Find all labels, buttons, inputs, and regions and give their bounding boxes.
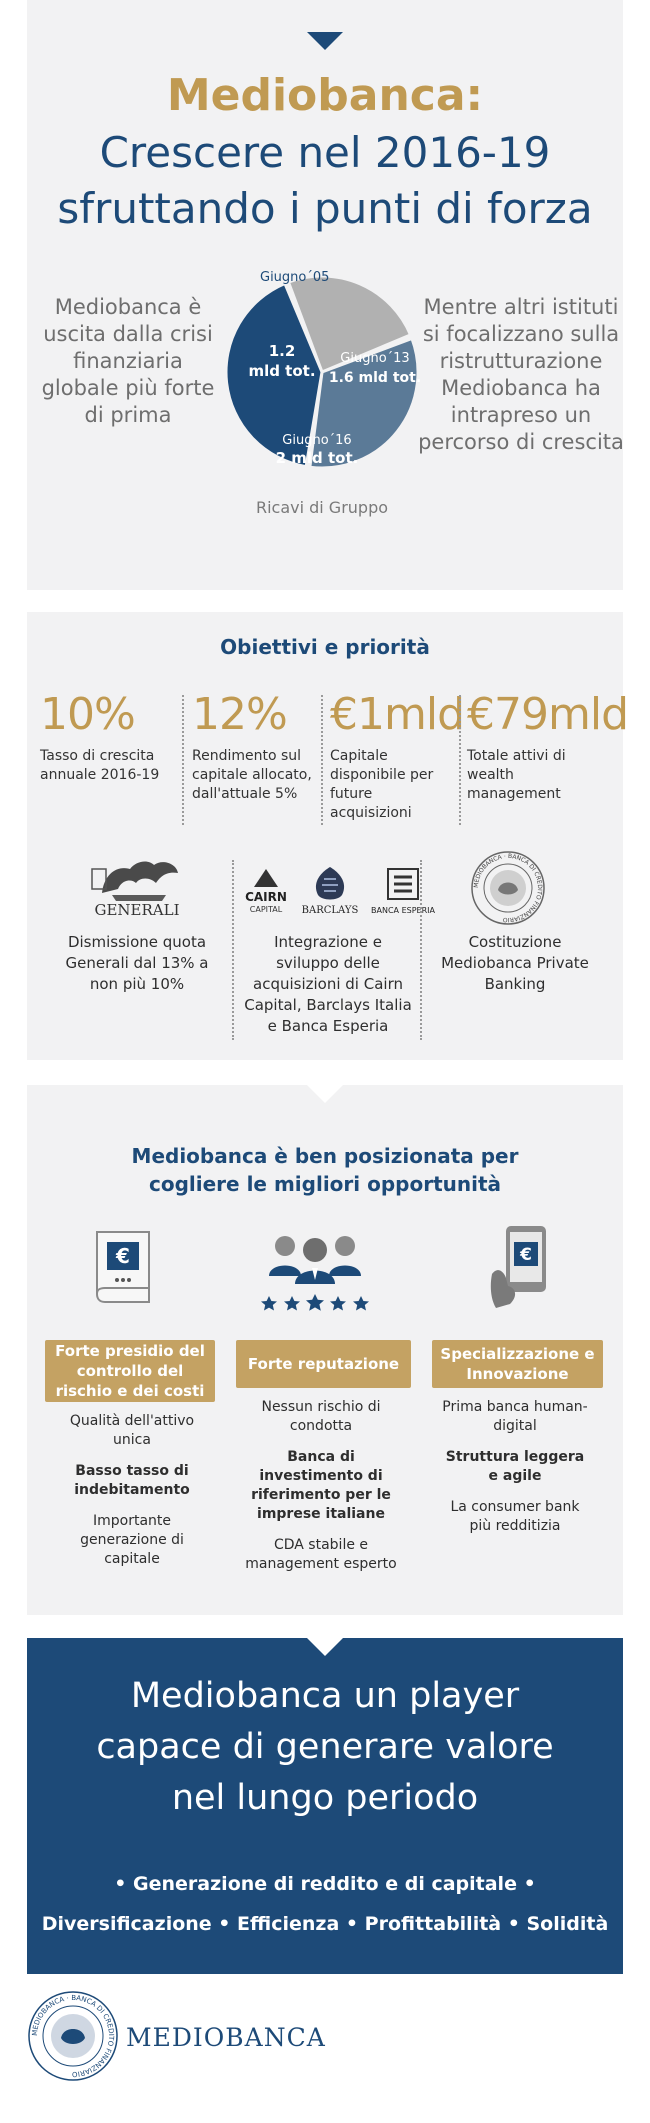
footer-brand: MEDIOBANCA xyxy=(126,2023,326,2052)
conclusion-line1: Mediobanca un player xyxy=(130,1676,520,1716)
barclays-logo xyxy=(298,865,362,917)
stat-growth xyxy=(40,689,180,785)
stat-label: Totale attivi di wealth management xyxy=(467,748,566,802)
stat-return xyxy=(192,689,322,804)
footer-seal xyxy=(27,1990,119,2082)
positioning-title-line2: cogliere le migliori opportunità xyxy=(148,1172,502,1196)
stat-label: Capitale disponibile per future acquisizioni xyxy=(330,748,434,821)
pie-label-giugno05: Giugno´05 xyxy=(260,270,330,285)
stat-value: €79mld xyxy=(467,689,628,740)
people-stars-icon xyxy=(255,1228,375,1316)
svg-text:BARCLAYS: BARCLAYS xyxy=(301,905,359,916)
stat-wealth xyxy=(467,689,628,804)
divider xyxy=(321,695,323,825)
innovation-items xyxy=(440,1398,590,1548)
reputation-items xyxy=(238,1398,404,1586)
section-notch xyxy=(307,1085,343,1103)
chart-title: Ricavi di Gruppo xyxy=(255,498,389,517)
objectives-title: Obiettivi e priorità xyxy=(220,635,430,659)
svg-text:€: € xyxy=(116,1244,130,1268)
svg-text:GENERALI: GENERALI xyxy=(94,901,180,917)
conclusion-bullets2: Diversificazione • Efficienza • Profittabilità • Solidità xyxy=(41,1913,609,1935)
page-title-line2: sfruttando i punti di forza xyxy=(57,184,593,233)
action-private-banking: Costituzione Mediobanca Private Banking xyxy=(441,933,589,993)
brand-title: Mediobanca: xyxy=(166,70,484,121)
action-generali: Dismissione quota Generali dal 13% a non più 10% xyxy=(65,933,209,993)
conclusion-bullets1: • Generazione di reddito e di capitale • xyxy=(114,1873,536,1895)
stat-value: 10% xyxy=(40,689,135,740)
stat-capital xyxy=(330,689,465,823)
item: La consumer bank più redditizia xyxy=(450,1499,580,1534)
item: Struttura leggera e agile xyxy=(445,1449,585,1484)
divider xyxy=(182,695,184,825)
svg-text:CAIRN: CAIRN xyxy=(245,890,287,904)
divider xyxy=(232,860,234,1040)
conclusion-line3: nel lungo periodo xyxy=(171,1778,479,1818)
intro-right-text: Mentre altri istituti si focalizzano sulla ristrutturazione Mediobanca ha intrapreso un percorso di crescita xyxy=(418,295,624,454)
stat-value: €1mld xyxy=(330,689,465,740)
item: Banca di investimento di riferimento per le imprese italiane xyxy=(251,1449,391,1522)
generali-logo xyxy=(82,855,192,917)
pie-value-giugno05-line2: mld tot. xyxy=(248,362,316,380)
svg-text:€: € xyxy=(520,1245,532,1265)
action-acquisitions: Integrazione e sviluppo delle acquisizioni di Cairn Capital, Barclays Italia e Banca Esperia xyxy=(244,933,412,1035)
pie-label-giugno13: Giugno´13 xyxy=(340,351,410,366)
risk-control-items xyxy=(52,1412,212,1581)
divider xyxy=(459,695,461,825)
item: Qualità dell'attivo unica xyxy=(69,1413,195,1448)
stat-label: Rendimento sul capitale allocato, dall'attuale 5% xyxy=(192,748,312,802)
svg-text:MEDIOBANCA · BANCA DI CREDITO: MEDIOBANCA · BANCA DI CREDITO FINANZIARIO xyxy=(472,852,544,924)
conclusion-line2: capace di generare valore xyxy=(96,1727,554,1767)
phone-euro-icon xyxy=(488,1222,568,1312)
item: Importante generazione di capitale xyxy=(80,1513,184,1567)
svg-text:BANCA ESPERIA: BANCA ESPERIA xyxy=(371,906,435,915)
pie-value-giugno16: 2 mld tot. xyxy=(275,449,359,467)
pie-value-giugno05-line1: 1.2 xyxy=(268,342,296,360)
acquisition-logos xyxy=(240,865,440,920)
book-euro-icon xyxy=(87,1228,157,1314)
section-notch xyxy=(307,1638,343,1656)
stat-value: 12% xyxy=(192,689,287,740)
intro-left-text: Mediobanca è uscita dalla crisi finanziaria globale più forte di prima xyxy=(41,295,215,427)
stat-label: Tasso di crescita annuale 2016-19 xyxy=(40,748,160,783)
reputation-heading: Forte reputazione xyxy=(236,1340,411,1388)
innovation-heading: Specializzazione e Innovazione xyxy=(432,1340,603,1388)
section-notch xyxy=(307,32,343,50)
page-title-line1: Crescere nel 2016-19 xyxy=(99,128,551,177)
item: Basso tasso di indebitamento xyxy=(74,1463,190,1498)
svg-text:CAPITAL: CAPITAL xyxy=(249,905,283,914)
divider xyxy=(420,860,422,1040)
positioning-title-line1: Mediobanca è ben posizionata per xyxy=(131,1144,519,1168)
item: Nessun rischio di condotta xyxy=(261,1399,381,1434)
item: CDA stabile e management esperto xyxy=(245,1537,397,1572)
pie-value-giugno13: 1.6 mld tot. xyxy=(328,370,422,386)
cairn-capital-logo xyxy=(240,867,292,917)
pie-label-giugno16: Giugno´16 xyxy=(282,433,352,448)
risk-control-heading: Forte presidio del controllo del rischio e dei costi xyxy=(45,1340,215,1402)
svg-text:MEDIOBANCA · BANCA DI CREDITO: MEDIOBANCA · BANCA DI CREDITO FINANZIARIO xyxy=(30,1993,116,2079)
revenue-pie-chart xyxy=(210,270,440,520)
mediobanca-seal xyxy=(470,850,546,926)
banca-esperia-logo xyxy=(368,865,440,917)
item: Prima banca human-digital xyxy=(442,1399,588,1434)
